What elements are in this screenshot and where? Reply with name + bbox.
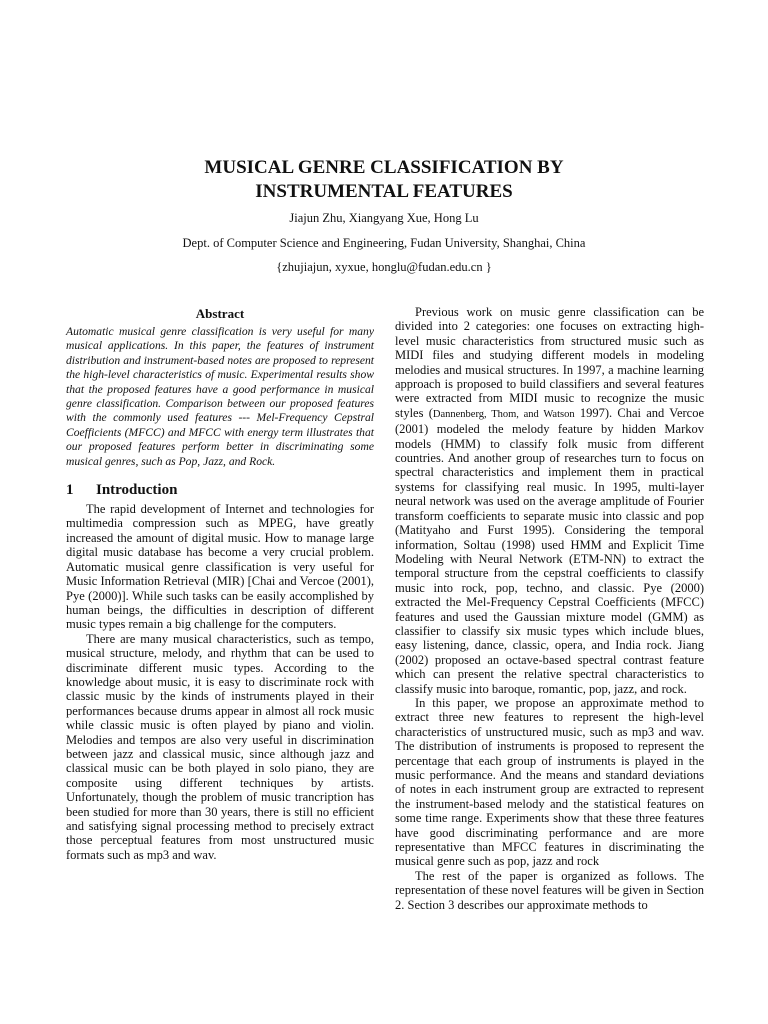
organization-paragraph: The rest of the paper is organized as follows. The representation of these novel features will be given in Section 2. Section 3 describes our approximate methods to: [395, 868, 704, 912]
related-work-text-1: Previous work on music genre classification can be divided into 2 categories: one focuses on extracting high-level music characteristics from structured music such as MIDI files and studying different models in modeling melodies and musical structures. In 1997, a machine learning approach is proposed to build classifiers and several features were extracted from MIDI music to recognize the music styles (: [395, 305, 704, 420]
abstract-heading: Abstract: [195, 306, 245, 321]
paper-title-line-1: MUSICAL GENRE CLASSIFICATION BY: [204, 157, 564, 178]
email: {zhujiajun, xyxue, honglu@fudan.edu.cn }: [276, 260, 492, 274]
intro-paragraph-2: There are many musical characteristics, such as tempo, musical structure, melody, and rhythm that can be used to discriminate different music types. According to the knowledge about music, it is easy to discriminate rock with classic music by the kinds of instruments played in their performances because drums appear in almost all rock music while classic music is often played by piano and violin. Melodies and tempos are also very useful in discrimination between jazz and classical music, since although jazz and classical music can be both played in solo piano, they are composite using different techniques by artists. Unfortunately, though the problem of music trancription has been studied for more than 30 years, there is still no efficient and satisfying signal processing method to precisely extract those perceptual features from most unstructured music formats such as mp3 and wav.: [66, 631, 374, 862]
related-work-text-2: 1997). Chai and Vercoe (2001) modeled the melody feature by hidden Markov models (HMM) to classify folk music from different countries. And another group of researches turn to focus on spectral characteristics and implement them in practical systems for classifying real music. In 1995, multi-layer neural network was used on the average amplitude of Fourier transform coefficients to separate music into classic and pop (Matityaho and Furst 1995). Considering the temporal information, Soltau (1998) used HMM and Explicit Time Modeling with Neural Network (ETM-NN) to extract the temporal structure from the cepstral coefficients to classify music into rock, pop, techno, and classic. Pye (2000) extracted the Mel-Frequency Cepstral Coefficients (MFCC) features and used the Gaussian mixture model (GMM) as classifier to classify six music types which include blues, easy listening, dance, classic, opera, and India rock. Jiang (2002) proposed an octave-based spectral contrast feature which can present the relative spectral characteristics to classify music into baroque, romantic, pop, jazz, and rock.: [395, 405, 705, 696]
title-block: [0, 156, 768, 275]
section-number: 1: [66, 482, 74, 499]
intro-paragraph-1: The rapid development of Internet and technologies for multimedia compression such as MPEG, have greatly increased the amount of digital music. How to manage large digital music database has become a very crucial problem. Automatic musical genre classification is very useful for Music Information Retrieval (MIR) [Chai and Vercoe (2001), Pye (2000)]. While such tasks can be easily accomplished by human beings, the difficulties in description of different music types remain a big challenge for the computers.: [66, 502, 374, 632]
paper-title-line-2: INSTRUMENTAL FEATURES: [255, 181, 513, 202]
right-column: [395, 305, 704, 912]
section-heading-introduction: [66, 481, 374, 499]
paper-title: [0, 156, 768, 204]
proposal-paragraph: In this paper, we propose an approximate method to extract three new features to represent the high-level characteristics of unstructured music, such as mp3 and wav. The distribution of instruments is proposed to represent the percentage that each group of instruments is played in the music performance. And the means and standard deviations of notes in each instrument group are extracted to represent the instrument-based melody and the statistical features on some time range. Experiments show that these three features have good discriminating performance and are more representative than MFCC features in discriminating the musical genre such as pop, jazz and rock: [395, 695, 704, 869]
related-work-paragraph: [395, 305, 704, 696]
authors: Jiajun Zhu, Xiangyang Xue, Hong Lu: [289, 211, 479, 225]
section-title: Introduction: [96, 482, 178, 499]
left-column: [66, 306, 374, 862]
affiliation: Dept. of Computer Science and Engineering, Fudan University, Shanghai, China: [182, 236, 586, 250]
abstract-text: Automatic musical genre classification is very useful for many musical applications. In this paper, the features of instrument distribution and instrument-based notes are proposed to represent the high-level characteristics of music. Experimental results show that the proposed features have a good performance in musical genre classification. Comparison between our proposed features with the commonly used features --- Mel-Frequency Cepstral Coefficients (MFCC) and MFCC with energy term illustrates that our proposed features perform better in discriminating some musical genres, such as Pop, Jazz, and Rock.: [66, 325, 374, 468]
citation-dannenberg: Dannenberg, Thom, and Watson: [432, 408, 575, 420]
